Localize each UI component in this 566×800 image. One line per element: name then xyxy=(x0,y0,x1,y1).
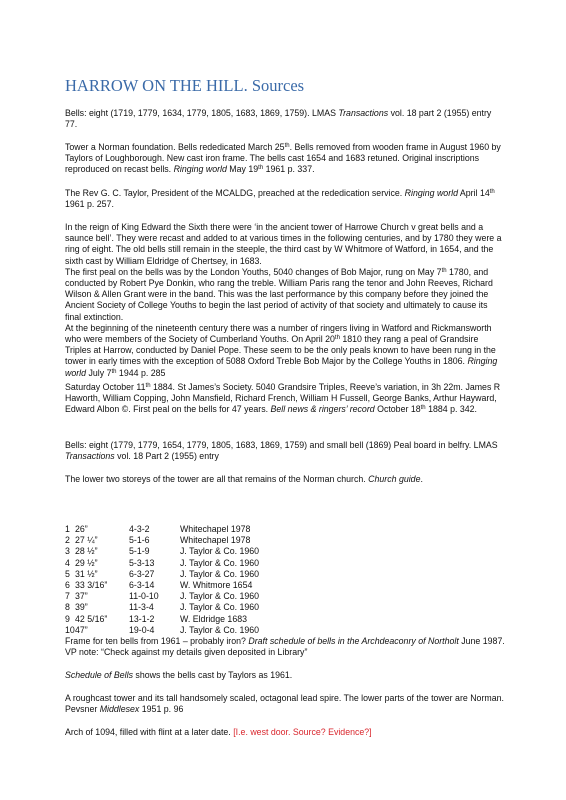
text: A roughcast tower and its tall handsomely scaled, octagonal lead spire. The lower parts of the tower are Norman. Pevsner xyxy=(65,693,504,715)
source-title: Transactions xyxy=(65,451,115,462)
bell-diameter: 47” xyxy=(75,624,88,635)
text: vol. 18 part 2 (1955) entry 77. xyxy=(65,108,492,130)
bell-founder: W. Whitmore 1654 xyxy=(180,579,253,590)
source-title: Ringing world xyxy=(65,356,498,378)
bell-founder: J. Taylor & Co. 1960 xyxy=(180,568,260,579)
bell-weight: 4-3-2 xyxy=(129,524,150,534)
bell-diameter: 33 3/16” xyxy=(75,579,108,590)
paragraph-norman-foundation xyxy=(65,142,505,176)
text: Saturday October 11 xyxy=(65,382,146,392)
text: May 19 xyxy=(226,164,259,175)
bell-weight: 6-3-27 xyxy=(129,568,155,579)
source-title: Schedule of Bells xyxy=(65,670,133,680)
text: Tower a Norman foundation. Bells rededicated March 25 xyxy=(65,142,285,152)
ordinal-suffix: th xyxy=(258,165,264,172)
ordinal-suffix: th xyxy=(111,368,117,375)
bell-diameter: 37” xyxy=(75,591,88,602)
bell-founder: J. Taylor & Co. 1960 xyxy=(180,591,260,602)
paragraph-bells-peal-board xyxy=(65,440,505,462)
text: 1780, and conducted by Robert Pye Donkin, who rang the treble. William Paris rang the tenor and John Reeves, Richard Wilson & Allen Grant were in the band. This was the last performance by this company before they joined the Ancient Society of College Youths to begin the last period of activity of that society and ultimately to cause its final extinction. xyxy=(65,266,493,322)
text: July 7 xyxy=(86,367,112,378)
bell-weight: 5-1-9 xyxy=(129,546,150,557)
ordinal-suffix: th xyxy=(284,143,290,149)
bell-weight: 13-1-2 xyxy=(129,613,155,624)
source-title: Middlesex xyxy=(99,704,140,715)
text: April 14 xyxy=(457,188,490,198)
bell-number: 7 xyxy=(65,591,70,602)
bell-number: 9 xyxy=(65,613,70,624)
text: 1961 p. 257. xyxy=(65,199,114,210)
paragraph-pevsner xyxy=(65,693,505,715)
text: The lower two storeys of the tower are all that remains of the Norman church. xyxy=(65,474,369,484)
bell-diameter: 42 5/16” xyxy=(75,613,108,624)
bell-weight: 11-0-10 xyxy=(129,591,159,602)
bell-founder: J. Taylor & Co. 1960 xyxy=(180,557,260,568)
text: The Rev G. C. Taylor, President of the MCALDG, preached at the rededication service. xyxy=(65,188,405,198)
source-title: Ringing world xyxy=(404,188,458,198)
paragraph-frame-note xyxy=(65,636,505,658)
bell-founder: J. Taylor & Co. 1960 xyxy=(180,624,260,635)
bell-number: 3 xyxy=(65,546,70,557)
text: 1944 p. 285 xyxy=(116,367,166,378)
ordinal-suffix: th xyxy=(441,267,447,274)
paragraph-peal-1884 xyxy=(65,382,505,416)
source-title: Transactions xyxy=(338,108,389,118)
bell-diameter: 31 ½” xyxy=(75,568,98,579)
bell-number: 1 xyxy=(65,524,70,534)
bell-founder: J. Taylor & Co. 1960 xyxy=(180,602,260,613)
text: Frame for ten bells from 1961 – probably iron? xyxy=(65,636,249,646)
paragraph-arch xyxy=(65,727,505,738)
paragraph-schedule xyxy=(65,670,505,681)
bell-diameter: 39” xyxy=(75,602,88,613)
text: 1884. St James’s Society. 5040 Grandsire Triples, Reeve’s variation, in 3h 22m. James R Haworth, William Copping, John Mansfield, Richard French, William H Fussell, George Banks, Arthur Hayward, Edward Albon ©. First peal on the bells for 47 years. xyxy=(65,382,501,415)
text: . Bells removed from wooden frame in August 1960 by Taylors of Loughborough. New cast iron frame. The bells cast 1654 and 1683 retuned. Original inscriptions reproduced on recast bells. xyxy=(65,142,501,175)
text: In the reign of King Edward the Sixth there were ‘in the ancient tower of Harrowe Church v great bells and a saunce bell’. They were recast and added to at various times in the following centuries, and by 1780 they were a ring of eight. The old bells still remain in the steeple, the third cast by W Whitmore of Watford, in 1654, and the sixth cast by William Eldridge of Chertsey, in 1683. xyxy=(65,222,502,266)
bell-diameter: 28 ½” xyxy=(75,546,98,557)
paragraph-norman-church xyxy=(65,474,505,485)
text: October 18 xyxy=(374,404,421,415)
bell-founder: Whitechapel 1978 xyxy=(180,524,251,534)
bell-weight: 11-3-4 xyxy=(129,602,154,613)
ordinal-suffix: th xyxy=(489,189,495,195)
bell-founder: Whitechapel 1978 xyxy=(180,535,251,546)
bell-weight: 5-3-13 xyxy=(129,557,155,568)
bell-founder: W. Eldridge 1683 xyxy=(180,613,247,624)
bell-number: 10 xyxy=(65,624,75,635)
source-title: Draft schedule of bells in the Archdeaconry of Northolt xyxy=(248,636,459,646)
text: June 1987. VP note: “Check against my details given deposited in Library” xyxy=(65,636,505,658)
source-title: Ringing world xyxy=(173,164,227,175)
text: . xyxy=(420,474,423,484)
bell-number: 8 xyxy=(65,602,70,613)
source-title: Church guide xyxy=(368,474,421,484)
editor-note: [I.e. west door. Source? Evidence?] xyxy=(233,727,372,737)
bell-diameter: 29 ½” xyxy=(75,557,98,568)
text: Arch of 1094, filled with flint at a later date. xyxy=(65,727,234,737)
text: shows the bells cast by Taylors as 1961. xyxy=(132,670,293,680)
text: The first peal on the bells was by the London Youths, 5040 changes of Bob Major, rung on May 7 xyxy=(65,266,442,277)
bell-number: 2 xyxy=(65,535,70,546)
bell-diameter: 26” xyxy=(75,524,88,534)
ordinal-suffix: th xyxy=(334,335,340,342)
text: Bells: eight (1719, 1779, 1634, 1779, 1805, 1683, 1869, 1759). LMAS xyxy=(65,108,339,118)
paragraph-rededication-service xyxy=(65,188,505,210)
text: vol. 18 Part 2 (1955) entry xyxy=(114,451,219,462)
paragraph-bells-lmas-1955 xyxy=(65,108,505,130)
bell-weight: 19-0-4 xyxy=(129,624,155,635)
bell-founder: J. Taylor & Co. 1960 xyxy=(180,546,260,557)
text: 1961 p. 337. xyxy=(263,164,315,175)
text: At the beginning of the nineteenth century there was a number of ringers living in Watford and Rickmansworth who were members of the Society of Cumberland Youths. On April 20 xyxy=(65,322,492,345)
bell-weight: 6-3-14 xyxy=(129,579,155,590)
page-title: HARROW ON THE HILL. Sources xyxy=(65,76,305,95)
bell-weight: 5-1-6 xyxy=(129,535,150,546)
text: 1884 p. 342. xyxy=(425,404,478,415)
bell-number: 4 xyxy=(65,557,70,568)
text: 1951 p. 96 xyxy=(139,704,184,715)
paragraph-history xyxy=(65,222,505,379)
bell-number: 6 xyxy=(65,579,70,590)
bell-number: 5 xyxy=(65,568,70,579)
text: 1810 they rang a peal of Grandsire Triples at Harrow, conducted by Daniel Pope. These seem to be the only peals known to have been rung in the tower in early times with the exception of 5088 Oxford Treble Bob Major by the College Youths in 1806. xyxy=(65,334,496,367)
ordinal-suffix: th xyxy=(420,405,426,412)
text: Bells: eight (1779, 1779, 1654, 1779, 1805, 1683, 1869, 1759) and small bell (1869) Peal board in belfry. LMAS xyxy=(65,440,498,450)
source-title: Bell news & ringers’ record xyxy=(270,404,375,415)
ordinal-suffix: th xyxy=(145,383,151,389)
bell-diameter: 27 ¼” xyxy=(75,535,98,546)
